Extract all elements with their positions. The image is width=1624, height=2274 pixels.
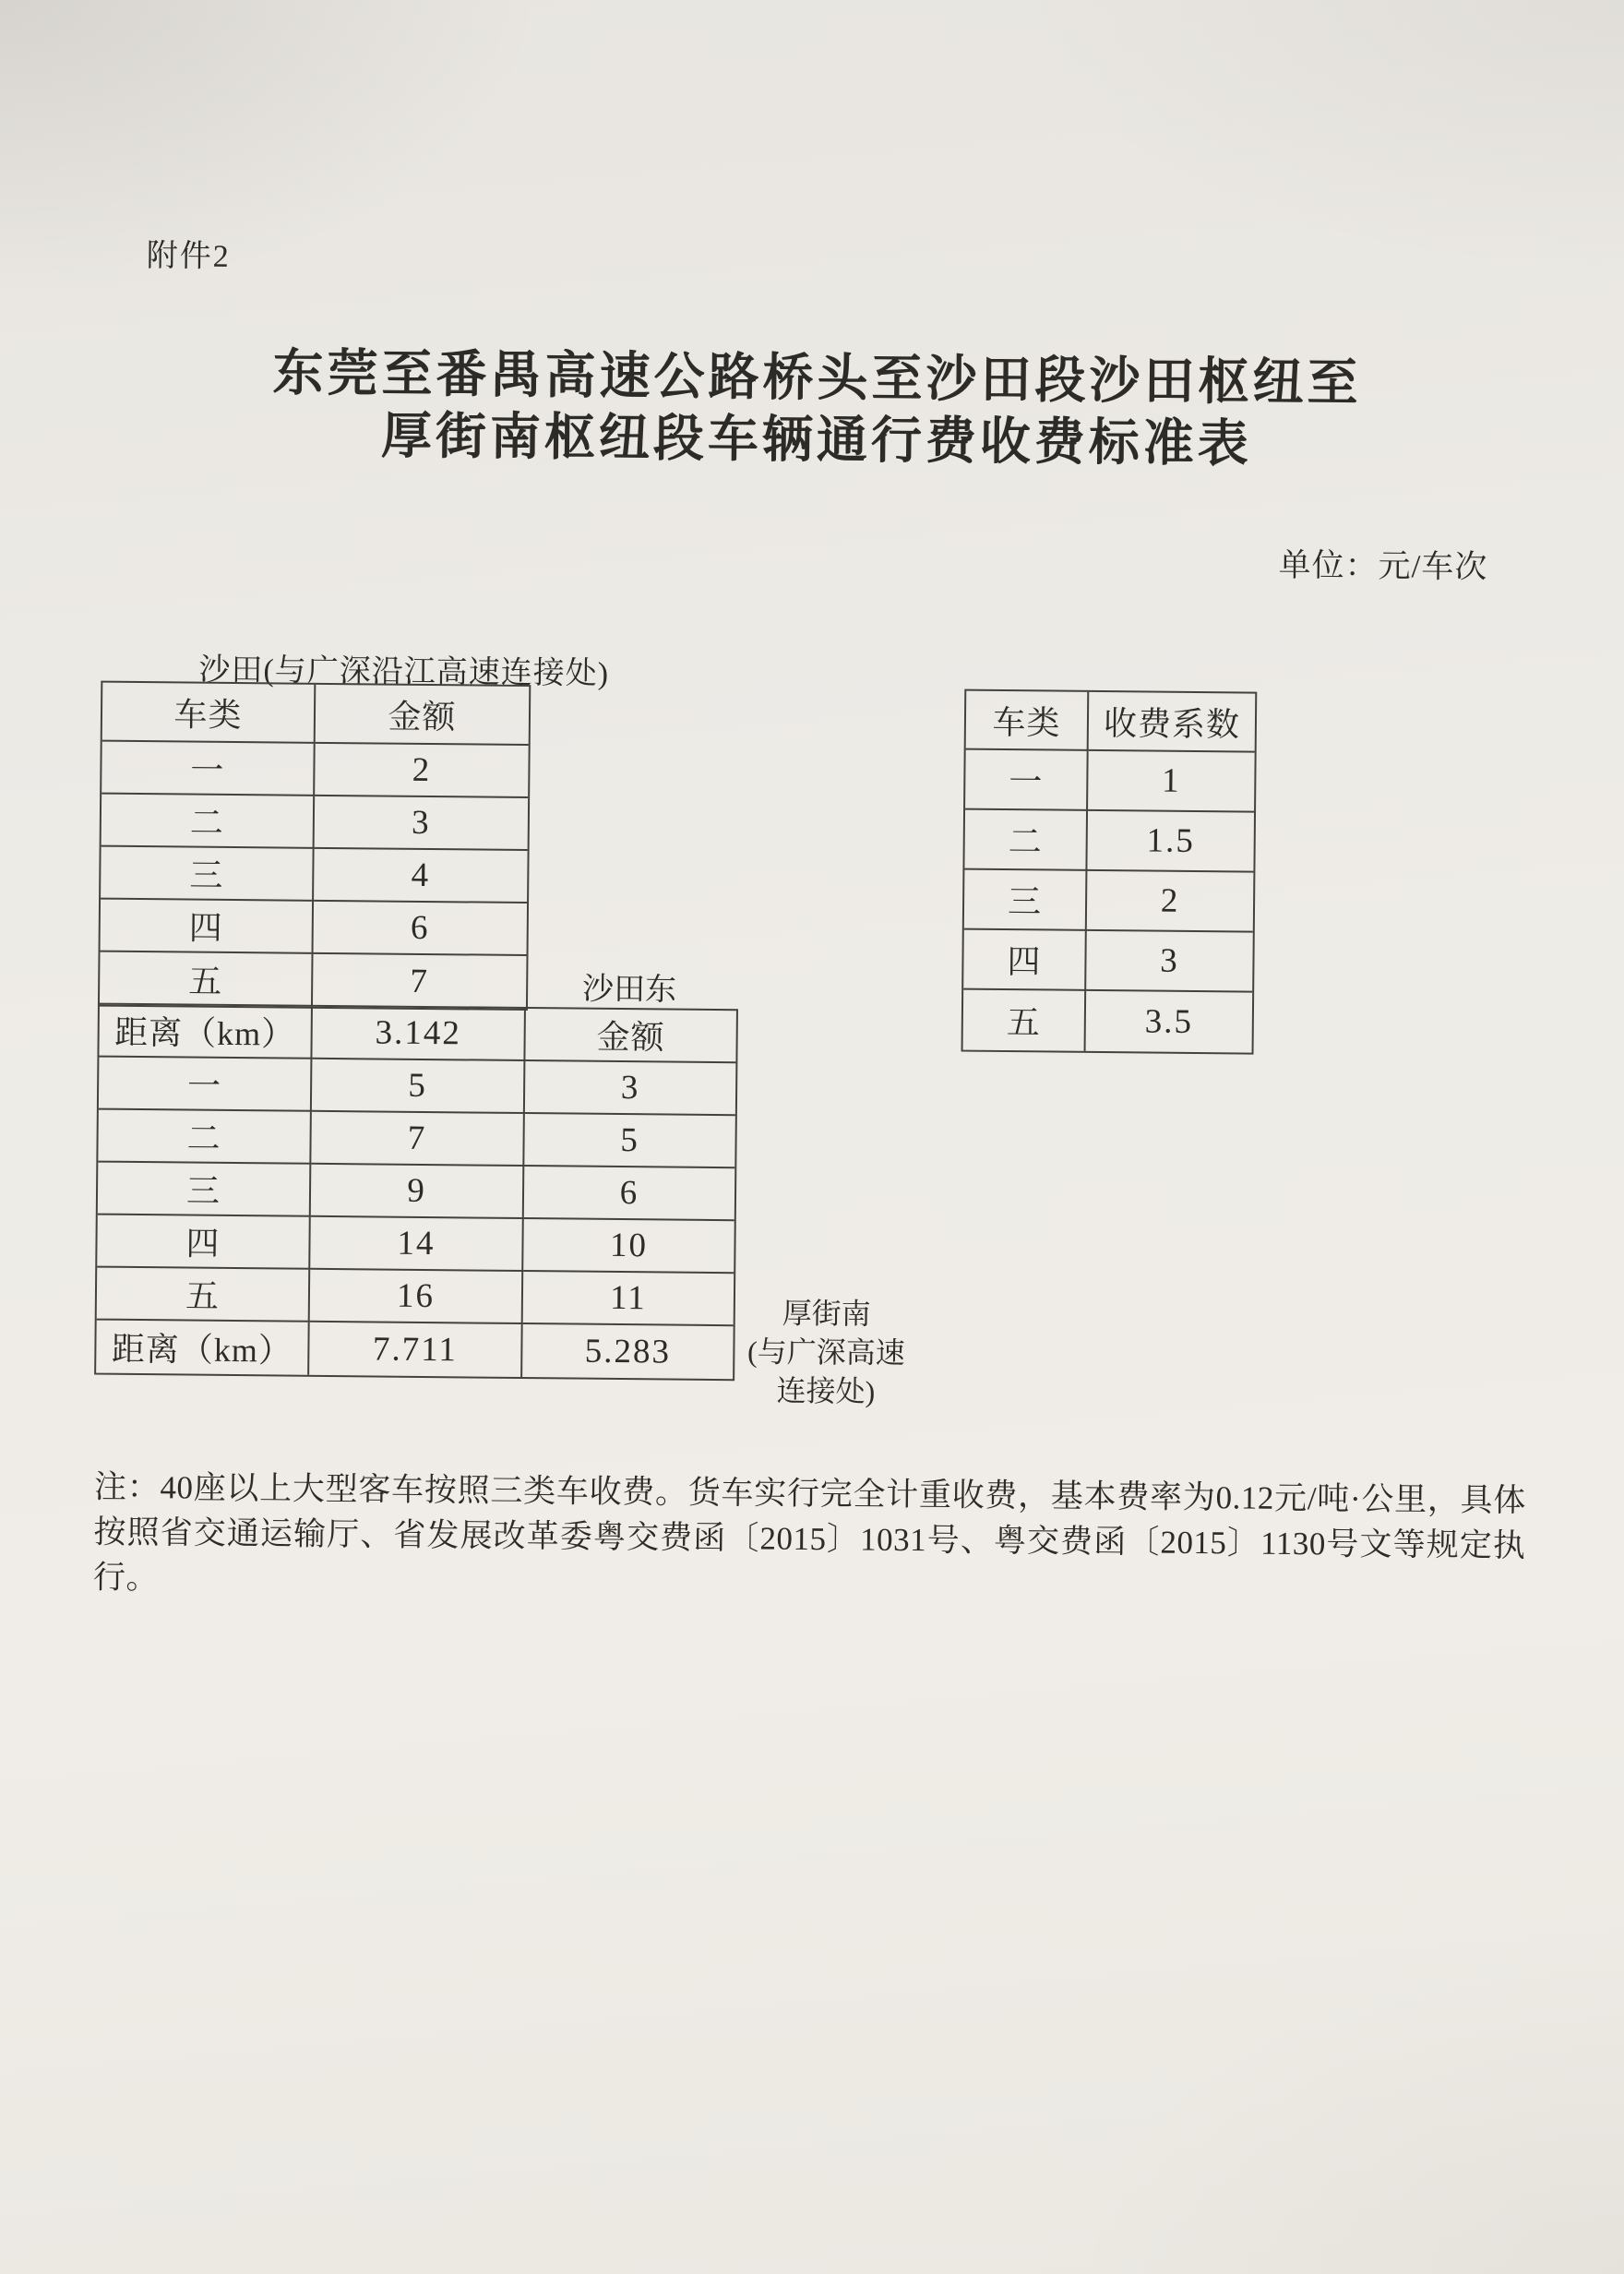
amount-cell: 3 <box>525 1061 736 1116</box>
distance-value-cell: 7.711 <box>309 1323 523 1377</box>
distance-value-cell: 3.142 <box>312 1007 526 1061</box>
amount-cell: 16 <box>310 1270 524 1324</box>
houjienan-station-label <box>710 1293 942 1411</box>
amount-cell: 10 <box>523 1219 734 1274</box>
footnote: 注：40座以上大型客车按照三类车收费。货车实行完全计重收费，基本费率为0.12元/吨·公里，具体按照省交通运输厅、省发展改革委粤交费函〔2015〕1031号、粤交费函〔2015〕1130号文等规定执行。 <box>92 1468 1527 1597</box>
distance-label-cell: 距离（km） <box>96 1321 310 1375</box>
amount-cell: 7 <box>311 1112 525 1167</box>
page-title-line1: 东莞至番禺高速公路桥头至沙田段沙田枢纽至 <box>272 344 1362 412</box>
coefficient-cell: 1 <box>1088 751 1255 813</box>
col-header-amount: 金额 <box>316 685 530 746</box>
shatian-station-label: 沙田(与广深沿江高速连接处) <box>198 652 610 691</box>
vehicle-class-cell: 一 <box>102 742 316 796</box>
vehicle-class-cell: 三 <box>964 870 1088 931</box>
vehicle-class-cell: 二 <box>102 795 316 849</box>
col-header-amount: 金额 <box>525 1009 736 1063</box>
vehicle-class-cell: 四 <box>101 900 315 954</box>
vehicle-class-cell: 二 <box>98 1110 312 1165</box>
col-header-vehicle-class: 车类 <box>102 683 316 744</box>
amount-cell: 5 <box>312 1059 526 1114</box>
coefficient-cell: 3 <box>1086 931 1253 993</box>
amount-cell: 6 <box>524 1167 735 1221</box>
vehicle-class-cell: 三 <box>101 847 315 902</box>
attachment-label: 附件2 <box>146 239 231 274</box>
houjienan-label-line1: 厚街南 <box>782 1296 871 1331</box>
vehicle-class-cell: 四 <box>963 930 1087 991</box>
page-title-line2: 厚街南枢纽段车辆通行费收费标准表 <box>380 407 1253 473</box>
houjienan-label-line2: (与广深高速 <box>746 1334 905 1370</box>
vehicle-class-cell: 五 <box>97 1268 311 1323</box>
distance-label-cell: 距离（km） <box>99 1005 313 1059</box>
col-header-vehicle-class: 车类 <box>966 691 1090 751</box>
amount-cell: 3 <box>315 796 529 851</box>
amount-cell: 6 <box>314 902 528 956</box>
col-header-coefficient: 收费系数 <box>1089 692 1256 753</box>
amount-cell: 4 <box>314 849 528 904</box>
coefficient-cell: 3.5 <box>1144 1002 1194 1041</box>
amount-cell: 14 <box>310 1217 524 1272</box>
vehicle-class-cell: 五 <box>963 990 1087 1051</box>
houjienan-label-line3: 连接处) <box>776 1373 876 1408</box>
amount-cell: 11 <box>523 1272 734 1326</box>
amount-cell: 7 <box>410 962 430 1001</box>
vehicle-class-cell: 三 <box>98 1163 312 1217</box>
vehicle-class-cell: 一 <box>99 1058 313 1112</box>
amount-cell: 2 <box>315 744 529 798</box>
shatiandong-label: 沙田东 <box>581 972 677 1008</box>
coefficient-cell: 2 <box>1087 871 1254 933</box>
vehicle-class-cell: 四 <box>97 1215 311 1270</box>
page-title <box>5 340 1624 479</box>
distance-value-cell: 5.283 <box>584 1332 672 1371</box>
shatian-fee-table-lower <box>94 1003 738 1382</box>
vehicle-class-cell: 五 <box>100 952 314 1007</box>
coefficient-table <box>961 689 1258 1055</box>
coefficient-cell: 1.5 <box>1087 811 1254 873</box>
unit-note: 单位：元/车次 <box>1278 546 1488 586</box>
shatian-fee-table-upper <box>98 681 531 1011</box>
amount-cell: 5 <box>524 1114 735 1168</box>
amount-cell: 9 <box>311 1165 525 1219</box>
vehicle-class-cell: 一 <box>965 750 1089 811</box>
vehicle-class-cell: 二 <box>964 810 1088 871</box>
